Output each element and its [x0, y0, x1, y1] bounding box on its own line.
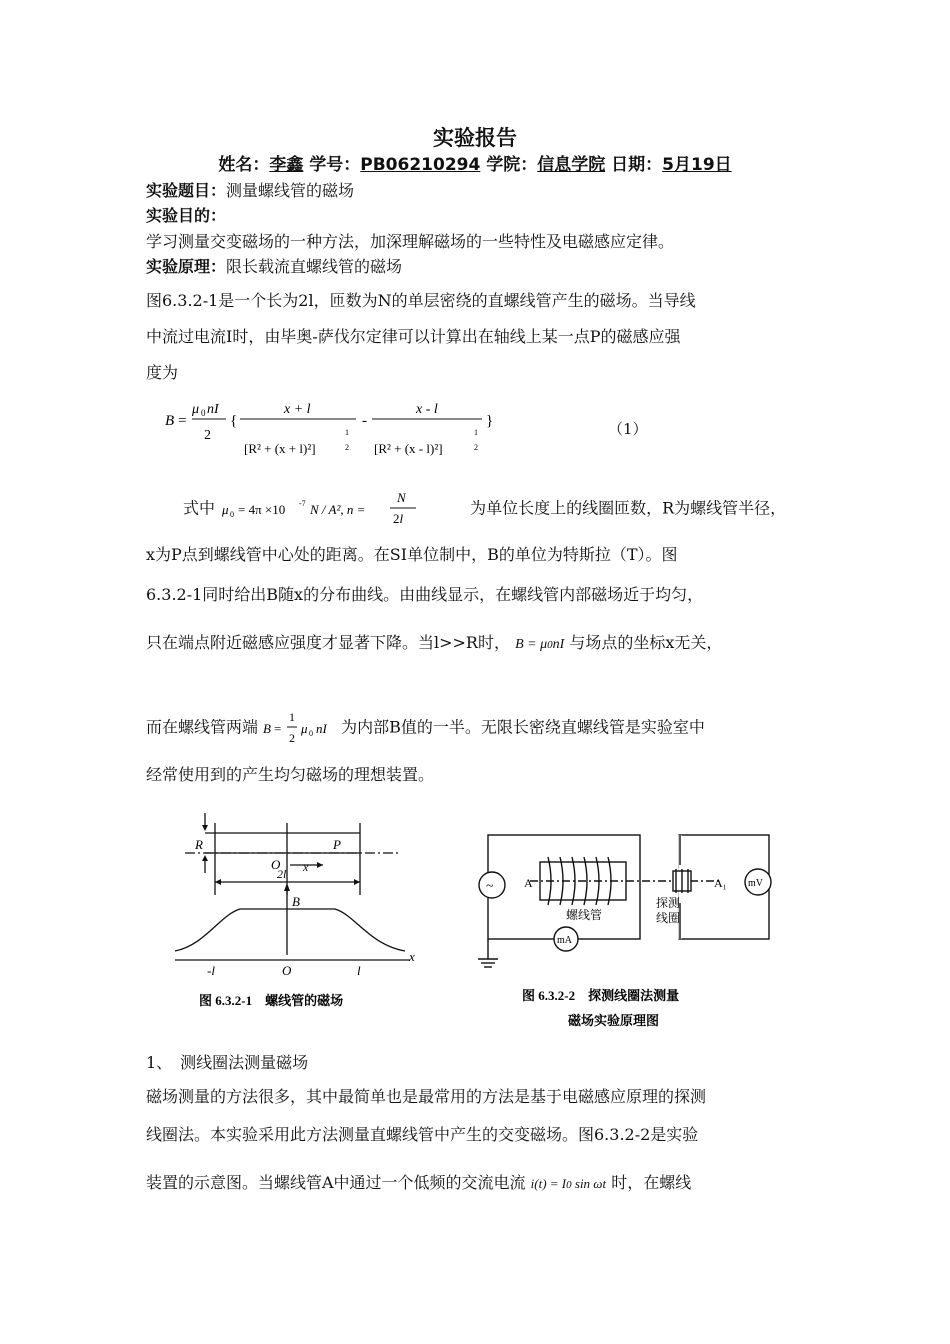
svg-text:μ: μ	[301, 721, 308, 736]
formula-current: i(t) = I0 sin ωt	[530, 1176, 607, 1191]
ac-source-icon: ~	[486, 879, 494, 894]
svg-text:1: 1	[345, 428, 349, 437]
section1-line-3: 装置的示意图。当螺线管A中通过一个低频的交流电流 i(t) = I0 sin ωt 时，在螺线	[146, 1173, 692, 1192]
id-value: PB06210294	[360, 155, 481, 175]
fig1-label-x-axis: x	[409, 949, 415, 964]
fig1-label-x: x	[303, 860, 309, 874]
svg-text:nI: nI	[316, 721, 327, 736]
fig2-caption-2: 磁场实验原理图	[568, 1013, 660, 1028]
formula-b-half	[263, 708, 341, 748]
principle-text: 限长载流直螺线管的磁场	[226, 257, 403, 276]
school-label: 学院：	[486, 155, 538, 175]
svg-text:-: -	[362, 413, 367, 429]
fig2-label-a1: A₁	[714, 876, 727, 890]
svg-text:B: B	[165, 413, 175, 429]
name-label: 姓名：	[218, 155, 270, 175]
svg-text:[R² + (x + l)²]: [R² + (x + l)²]	[244, 441, 316, 456]
topic-text: 测量螺线管的磁场	[226, 181, 355, 200]
svg-text:nI: nI	[207, 402, 219, 417]
principle-label: 实验原理：	[146, 257, 227, 276]
para2-line-5: 而在螺线管两端 B = 1 2 μ 0 nI 为内部B值的一半。无限长密绕直螺线管是实验室中	[146, 708, 705, 748]
svg-text:μ: μ	[222, 502, 229, 517]
report-meta	[0, 150, 950, 175]
para2-line-3: 6.3.2-1同时给出B随x的分布曲线。由曲线显示，在螺线管内部磁场近于均匀，	[146, 585, 704, 604]
svg-text:2: 2	[204, 428, 211, 443]
formula-b-uniform: B = μ0nI	[515, 637, 565, 652]
svg-text:μ: μ	[192, 402, 200, 417]
para1-line-1: 图6.3.2-1是一个长为2l，匝数为N的单层密绕的直螺线管产生的磁场。当导线	[146, 291, 696, 310]
purpose-text: 学习测量交变磁场的一种方法，加深理解磁场的一些特性及电磁感应定律。	[146, 232, 675, 251]
svg-text:1: 1	[474, 428, 478, 437]
para2-line-1: 式中 μ 0 = 4π ×10 -7 N / A², n = N 2l 为单位长度上的线圈匝数，R为螺线管半径，	[183, 490, 787, 526]
svg-text:x + l: x + l	[284, 402, 311, 417]
svg-text:N / A², n =: N / A², n =	[310, 502, 366, 517]
svg-text:x - l: x - l	[416, 402, 438, 417]
para1-line-3: 度为	[146, 363, 179, 382]
fig1-label-r: R	[195, 837, 203, 852]
equation-biot-savart	[160, 395, 520, 463]
topic-label: 实验题目：	[146, 181, 227, 200]
svg-text:{: {	[230, 413, 238, 429]
fig2-label-probe-1: 探测	[656, 896, 681, 910]
svg-text:2l: 2l	[393, 511, 404, 526]
para2-line-4: 只在端点附近磁感应强度才显著下降。当l>>R时， B = μ0nI 与场点的坐标x无关，	[146, 633, 723, 652]
svg-text:0: 0	[201, 408, 206, 418]
svg-text:=: =	[178, 413, 187, 429]
svg-text:2: 2	[474, 443, 478, 452]
fig2-label-a: A	[524, 876, 533, 890]
para2-line-2: x为P点到螺线管中心处的距离。在SI单位制中，B的单位为特斯拉（T）。图	[146, 545, 678, 564]
fig2-caption-1: 图 6.3.2-2 探测线圈法测量	[522, 988, 680, 1003]
svg-text:= 4π ×10: = 4π ×10	[238, 502, 286, 517]
fig1-label-2l: 2l	[277, 867, 287, 881]
svg-text:0: 0	[309, 729, 314, 738]
topic-line	[146, 178, 354, 201]
figure-probe-circuit	[470, 825, 790, 1035]
fig1-label-o: O	[271, 857, 281, 872]
para1-line-2: 中流过电流I时，由毕奥-萨伐尔定律可以计算出在轴线上某一点P的磁感应强	[146, 327, 681, 346]
svg-text:}: }	[486, 413, 494, 429]
fig1-caption: 图 6.3.2-1 螺线管的磁场	[199, 993, 344, 1008]
fig1-label-neg-l: -l	[207, 963, 215, 978]
equation-constants	[220, 490, 470, 528]
figure-solenoid-field	[165, 805, 425, 1015]
principle-line	[146, 254, 402, 277]
section1-heading: 1、 测线圈法测量磁场	[146, 1053, 309, 1072]
fig2-label-probe-2: 线圈	[656, 911, 681, 925]
section1-line-1: 磁场测量的方法很多，其中最简单也是最常用的方法是基于电磁感应原理的探测	[146, 1087, 707, 1106]
purpose-label: 实验目的：	[146, 206, 227, 225]
svg-text:=: =	[274, 721, 282, 736]
school-value: 信息学院	[537, 155, 606, 175]
fig1-label-l: l	[357, 963, 361, 978]
svg-text:2: 2	[289, 731, 296, 745]
equation-number: （1）	[608, 420, 648, 438]
fig1-label-b: B	[292, 894, 300, 909]
section1-line-2: 线圈法。本实验采用此方法测量直螺线管中产生的交变磁场。图6.3.2-2是实验	[146, 1125, 699, 1144]
fig1-label-o-axis: O	[282, 963, 292, 978]
fig1-label-p: P	[333, 837, 341, 852]
id-label: 学号：	[309, 155, 361, 175]
name-value: 李鑫	[269, 155, 304, 175]
page-title: 实验报告	[433, 126, 517, 150]
date-label: 日期：	[611, 155, 663, 175]
fig2-label-solenoid: 螺线管	[566, 908, 603, 922]
svg-text:[R² + (x - l)²]: [R² + (x - l)²]	[374, 441, 443, 456]
date-value: 5月19日	[662, 155, 732, 175]
svg-text:0: 0	[230, 510, 235, 519]
svg-text:1: 1	[289, 710, 296, 724]
fig2-label-ma: mA	[557, 935, 572, 946]
fig2-label-mv: mV	[748, 878, 763, 889]
svg-text:B: B	[263, 721, 272, 736]
svg-text:2: 2	[345, 443, 349, 452]
svg-text:-7: -7	[299, 499, 306, 508]
svg-text:N: N	[397, 490, 406, 505]
para2-line-6: 经常使用到的产生均匀磁场的理想装置。	[146, 765, 435, 784]
